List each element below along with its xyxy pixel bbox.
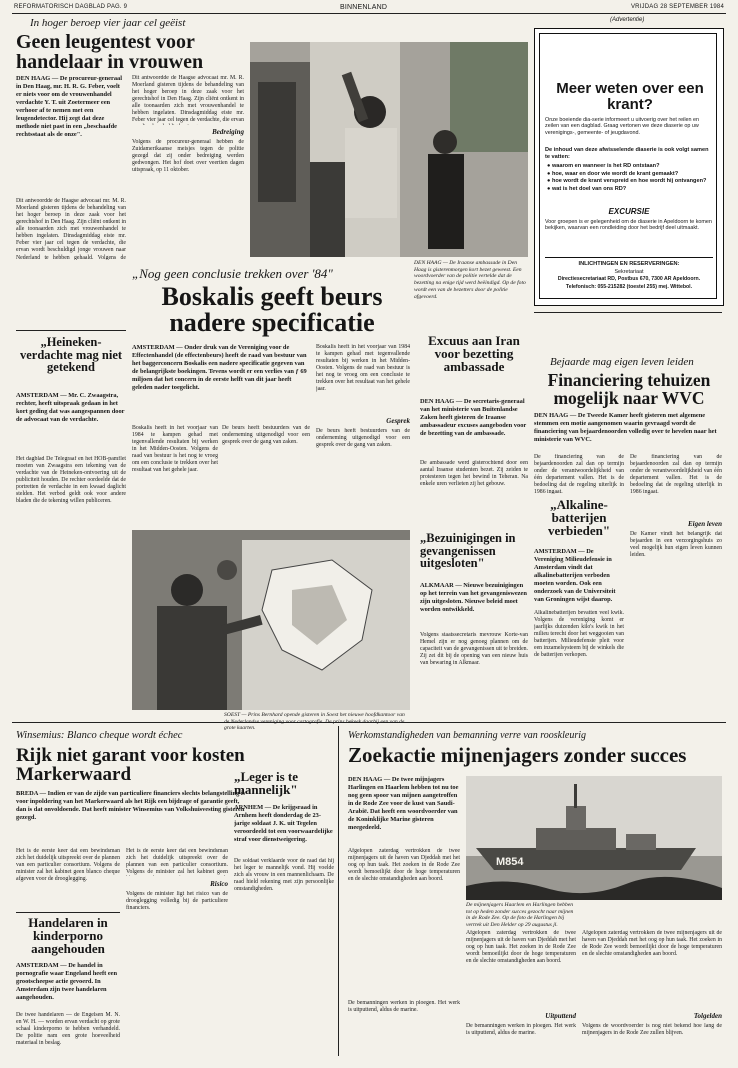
body2-leugentest: Volgens de procureur-generaal hebben de Zuidamerikaanse meisjes tegen de politie gezegd dat zij onder bedreiging werden gedwongen. Het hof doet over veertien dagen uitspraak, op 11 oktober.: [132, 139, 244, 174]
rule-handelaren: [16, 912, 120, 913]
body-leugentest: Dit antwoordde de Haagse advocaat mr. M. R. Moerland gisteren tijdens de behandeling van het hoger beroep in deze zaak voor het gerechtshof in Den Haag. Zijn cliënt ontkent in alle toonaarden zich met vrouwenhandel te hebben ingelaten. Dinsdagmiddag eiste mr. Feber vier jaar cel tegen de verdachte, die ervan wordt beschuldigd jonge vrouwen naar Nederland te hebben gehaald. Volgens de: [16, 198, 126, 260]
headline-leugentest: Geen leugentest voor handelaar in vrouwen: [16, 31, 204, 73]
subhead-tolgelden: Tolgelden: [693, 1012, 722, 1020]
lead-boskalis: AMSTERDAM — Onder druk van de Vereniging voor de Effectenhandel (de effectenbeurs) heeft de raad van bestuur van het baggerconcern Boskalis een nadere specificatie gegeven van de belangrijkste boekingen. Tevens wordt er een verlies van ƒ 69 miljoen dat het concern in de eerste helft van dit jaar heeft geleden nader toegelicht.: [132, 344, 307, 391]
lead-iran: DEN HAAG — De secretaris-generaal van het ministerie van Buitenlandse Zaken heeft gisteren de Iraanse ambassadeur excuses aangeboden voor de bezetting van de ambassade.: [420, 398, 527, 437]
body-iran: De ambassade werd gisterochtend door een aantal Iraanse studenten bezet. Zij zeiden te protesteren tegen het bewind in Teheran. Na enkele uren verlieten zij het gebouw.: [420, 460, 528, 488]
body-mijnenjagers: Afgelopen zaterdag vertrokken de twee mijnenjagers uit de haven van Djeddah met het oog op hun taak. Het zoeken in de Rode Zee wordt bemoeilijkt door de hoge temperaturen en de slechte omstandigheden aan boord.: [348, 848, 460, 883]
ad-bullet-list: [547, 163, 713, 193]
lead-bezuiniging: ALKMAAR — Nieuwe bezuinigingen op het terrein van het gevangeniswezen zijn uitgesloten. Nieuwe beleid moet worden ontwikkeld.: [420, 582, 527, 613]
body-mijnenjagers-col3: Afgelopen zaterdag vertrokken de twee mijnenjagers uit de haven van Djeddah met het oog op hun taak. Het zoeken in de Rode Zee wordt bemoeilijkt door de hoge temperaturen en de slechte omstandigheden aan boord.: [582, 930, 722, 958]
body-leugentest-col2: Dit antwoordde de Haagse advocaat mr. M. R. Moerland gisteren tijdens de behandeling van het hoger beroep in deze zaak voor het gerechtshof in Den Haag. Zijn cliënt ontkent in alle toonaarden zich met vrouwenhandel te hebben ingelaten. Dinsdagmiddag eiste mr. Feber vier jaar cel tegen de verdachte, die ervan: [132, 75, 244, 124]
headline-heineken: „Heineken-verdachte mag niet getekend: [19, 335, 123, 374]
ad-divider: [545, 257, 713, 258]
ad-label: (Advertentie): [610, 17, 645, 23]
subhead-bedreiging: Bedreiging: [212, 128, 244, 136]
kicker-boskalis: „Nog geen conclusie trekken over '84": [132, 266, 333, 281]
lead-mijnenjagers: DEN HAAG — De twee mijnjagers Harlingen en Haarlem hebben tot nu toe nog geen spoor van mijnen aangetroffen in de Rode Zee voor de kust van Saudi-Arabië. Dat heeft een woordvoerder van de Koninklijke Marine gisteren meegedeeld.: [348, 776, 459, 831]
ad-bullet-text: hoe wordt de krant verspreid en hoe wordt hij ontvangen?: [551, 178, 707, 185]
ad-info-phone: Telefonisch: 055-215282 (toestel 255) mej. Wittebol.: [565, 284, 693, 290]
ad-question: De inhoud van deze afwisselende diaserie is ook volgt samen te vatten:: [545, 147, 709, 160]
ad-excursie-text: Voor groepen is er gelegenheid om de diaserie in Apeldoorn te komen bekijken, waarvan een rondleiding door het bedrijf deel uitmaakt.: [545, 219, 712, 232]
subhead-risico: Risico: [210, 880, 228, 888]
masthead-section: BINNENLAND: [340, 4, 388, 11]
masthead-rule: [12, 13, 726, 14]
ad-bullet-text: wat is het doel van ons RD?: [551, 185, 627, 192]
caption-embassy: DEN HAAG — De Iraanse ambassade in Den Haag is gisterenmorgen kort bezet geweest. Een woordvoerder van de politie vertelde dat de bezetting na enige tijd werd beëindigd. Op de foto wordt een van de bezetters door de politie afgevoerd.: [414, 260, 526, 300]
photo-map-scene: [132, 530, 410, 710]
photo-embassy: [250, 42, 528, 257]
headline-leger: „Leger is te mannelijk": [234, 769, 299, 797]
body-handelaren: De twee handelaren — de Engelsen M. N. en W. H. — worden ervan verdacht op grote schaal kinderporno te hebben verhandeld. De politie nam een grote hoeveelheid materiaal in beslag.: [16, 1012, 120, 1047]
rule-heineken: [16, 330, 126, 331]
photo-embassy-scene: [250, 42, 528, 257]
headline-bezuiniging: „Bezuinigingen in gevangenissen uitgesloten": [420, 531, 516, 570]
lead-batterij: AMSTERDAM — De Vereniging Milieudefensie in Amsterdam vindt dat alkalinebatterijen verboden moeten worden. Ook een onderzoek van de Universiteit van Groningen wijst daarop.: [534, 548, 616, 603]
photo-map: [132, 530, 410, 710]
body-boskalis-col1: Boskalis heeft in het voorjaar van 1984 te kampen gehad met tegenvallende resultaten bij werken in het Midden-Oosten. Volgens de raad van bestuur is het nog te vroeg om een conclusie te trekken over het resultaat van het gehele jaar.: [132, 425, 218, 474]
body-leger: De soldaat verklaarde voor de raad dat hij het leger te mannelijk vond. Hij voelde zich als vrouw in een mannenlichaam. De raad hield rekening met zijn persoonlijke omstandigheden.: [234, 858, 334, 893]
masthead-date: VRIJDAG 28 SEPTEMBER 1984: [630, 4, 724, 10]
body-boskalis-col3: Boskalis heeft in het voorjaar van 1984 te kampen gehad met tegenvallende resultaten bij werken in het Midden-Oosten. Volgens de raad van bestuur is het nog te vroeg om een conclusie te trekken over het resultaat van het gehele jaar.: [316, 344, 410, 393]
body-markerwaard-col1: Het is de eerste keer dat een bewindsman zich het duidelijk uitspreekt over de plannen van een particulier consortium. Volgens de minister zal het kabinet geen blanco cheque afgeven voor de drooglegging.: [16, 848, 120, 883]
section-rule: [12, 722, 726, 723]
headline-handelaren: Handelaren in kinderporno aangehouden: [28, 915, 108, 956]
body2-wvc: De Kamer vindt het belangrijk dat bejaarden in een verzorgingshuis zo veel mogelijk hun eigen leven kunnen leiden.: [630, 531, 722, 559]
headline-mijnenjagers: Zoekactie mijnenjagers zonder succes: [348, 743, 687, 767]
headline-iran: Excuus aan Iran voor bezetting ambassade: [428, 333, 520, 374]
body-mijnenjagers-col1b: De bemanningen werken in ploegen. Het werk is uitputtend, aldus de marine.: [348, 1000, 460, 1014]
rule-mijnenjagers-vertical: [338, 726, 339, 1056]
body2-markerwaard: Volgens de minister ligt het risico van de drooglegging volledig bij de particuliere financiers.: [126, 891, 228, 912]
subhead-uitputtend: Uitputtend: [545, 1012, 576, 1020]
lead-markerwaard: BREDA — Indien er van de zijde van particuliere financiers slechts belangstelling is voor inpoldering van het Markerwaard als het Rijk een bijdrage of garantie geeft, dan is dat onvoldoende. Dat heeft minister Winsemius van Volkshuisvesting gisteren gezegd.: [16, 790, 246, 821]
kicker-mijnenjagers: Werkomstandigheden van bemanning verre van rooskleurig: [348, 730, 587, 741]
ad-info-title: INLICHTINGEN EN RESERVERINGEN:: [578, 261, 680, 267]
photo-ship: [466, 776, 722, 900]
body-heineken: Het dagblad De Telegraaf en het HOB-pamflet moeten van Zwaagstra een tekening van de verdachte van de Heineken-ontvoering uit de publiciteit houden. De rechter oordeelde dat de portretten de verdachte in een kwaad daglicht stelden. Het verbod geldt ook voor andere bladen die de tekening willen publiceren.: [16, 456, 126, 505]
headline-markerwaard: Rijk niet garant voor kosten Markerwaard: [16, 745, 245, 785]
body-wvc-col2: De financiering van de bejaardenoorden zal dan op termijn onder de verantwoordelijkheid van één departement vallen. Het is de bedoeling dat de regeling uiterlijk in 1986 ingaat.: [630, 454, 722, 496]
body2-mijnenjagers: De bemanningen werken in ploegen. Het werk is uitputtend, aldus de marine.: [466, 1023, 576, 1037]
body-boskalis-col2: De beurs heeft bestuurders van de onderneming uitgenodigd voor een gesprek over de gang van zaken.: [222, 425, 310, 446]
ad-bullet: ● waarom en wanneer is het RD ontstaan?: [547, 163, 660, 169]
ad-bullet-text: waarom en wanneer is het RD ontstaan?: [551, 163, 660, 169]
ad-box: [534, 28, 724, 306]
caption-map: SOEST — Prins Bernhard opende gisteren in Soest het nieuwe hoofdkantoor van grote kaarten.: [224, 712, 405, 732]
rule-wvc: [534, 312, 722, 313]
body-wvc-col1: De financiering van de bejaardenoorden zal dan op termijn onder de verantwoordelijkheid van één departement vallen. Het is de bedoeling dat de regeling uiterlijk in 1986 ingaat.: [534, 454, 624, 494]
ad-bullet: ● wat is het doel van ons RD?: [547, 185, 627, 192]
subhead-eigen-leven: Eigen leven: [687, 520, 722, 528]
body-bezuiniging: Volgens staatssecretaris mevrouw Korte-van Hemel zijn er nog genoeg plannen om de capaciteit van de gevangenissen uit te breiden. Zij zei dit bij de opening van een nieuw huis van bewaring in Alkmaar.: [420, 632, 528, 667]
body-markerwaard-col2: Het is de eerste keer dat een bewindsman zich het duidelijk uitspreekt over de plannen van een particulier consortium. Volgens de minister zal het kabinet geen: [126, 848, 228, 876]
ship-hull-number: M854: [496, 856, 524, 868]
ad-bullet: ● hoe, waar en door wie wordt de krant gemaakt?: [547, 170, 679, 177]
kicker-leugentest: In hoger beroep vier jaar cel geëist: [30, 17, 186, 29]
lead-leger: ARNHEM — De krijgsraad in Arnhem heeft donderdag de 23-jarige soldaat J. K. uit Tegelen veroordeeld tot een voorwaardelijke straf voor dienstweigering.: [234, 804, 333, 843]
body-batterij: Alkalinebatterijen bevatten veel kwik. Volgens de vereniging komt er jaarlijks duizenden kilo's kwik in het milieu terecht door het weggooien van batterijen. Milieudefensie pleit voor een inzamelsysteem bij de winkels die de batterijen verkopen.: [534, 610, 624, 659]
ad-bullet-text: hoe, waar en door wie wordt de krant gemaakt?: [551, 170, 679, 177]
kicker-markerwaard: Winsemius: Blanco cheque wordt échec: [16, 730, 183, 741]
ad-bullet: ● hoe wordt de krant verspreid en hoe wordt hij ontvangen?: [547, 178, 707, 185]
lead-leugentest: DEN HAAG — De procureur-generaal in Den Haag, mr. H. R. G. Feber, voelt er niets voor om de vrouwenhandel verdachte Y. T. uit Zoetermeer een verhoor af te nemen met een leugendetector. Hij zegt dat deze methode niet past in een „beschaafde rechtsstaat als de onze".: [16, 75, 123, 138]
subhead-gesprek: Gesprek: [386, 417, 410, 425]
photo-ship-scene: [466, 776, 722, 900]
ad-info-address: Directiesecretariaat RD, Postbus 670, 7300 AR Apeldoorn.: [557, 276, 701, 282]
headline-batterij: „Alkaline-batterijen verbieden": [547, 497, 611, 538]
ad-excursie-title: EXCURSIE: [608, 207, 650, 216]
body-mijnenjagers-col2: Afgelopen zaterdag vertrokken de twee mijnenjagers uit de haven van Djeddah met het oog op hun taak. Het zoeken in de Rode Zee wordt bemoeilijkt door de hoge temperaturen en de slechte omstandigheden aan boord.: [466, 930, 576, 965]
ad-intro: Onze boeiende dia-serie informeert u uitvoerig over het reilen en zeilen van een dagblad. Graag vertonen we deze diaserie op uw verenigings-, gemeente- of jeugdavond.: [545, 117, 700, 136]
lead-wvc: DEN HAAG — De Tweede Kamer heeft gisteren met algemene stemmen een motie aangenomen waarin gevraagd wordt de financiering van bejaardenoorden volledig over te hevelen naar het ministerie van WVC.: [534, 412, 717, 443]
kicker-wvc: Bejaarde mag eigen leven leiden: [550, 356, 694, 368]
headline-boskalis: Boskalis geeft beurs nadere specificatie: [161, 282, 383, 337]
caption-ship: De mijnenjagers Haarlem en Harlingen hebben tot op heden zonder succes gezocht naar mijnen in de Rode Zee. Op de foto de Harlingen bij vertrek uit Den Helder op 29 augustus jl.: [466, 902, 574, 929]
lead-heineken: AMSTERDAM — Mr. C. Zwaagstra, rechter, heeft uitspraak gedaan in het kort geding dat was aangespannen door de advocaat van de verdachte.: [16, 392, 125, 423]
body2-boskalis: De beurs heeft bestuurders van de onderneming uitgenodigd voor een gesprek over de gang van zaken.: [316, 428, 410, 449]
body3-mijnenjagers: Volgens de woordvoerder is nog niet bekend hoe lang de mijnenjagers in de Rode Zee zullen blijven.: [582, 1023, 722, 1037]
headline-wvc: Financiering tehuizen mogelijk naar WVC: [547, 370, 711, 408]
masthead-left: REFORMATORISCH DAGBLAD PAG. 9: [14, 4, 128, 10]
ad-info-dept: Sekretariaat: [614, 269, 644, 275]
lead-handelaren: AMSTERDAM — De handel in pornografie waar Engeland heeft een grootscheepse actie gevoerd. In Amsterdam zijn twee handelaren aangehouden.: [16, 962, 118, 1001]
ad-headline: Meer weten over een krant?: [556, 80, 704, 113]
